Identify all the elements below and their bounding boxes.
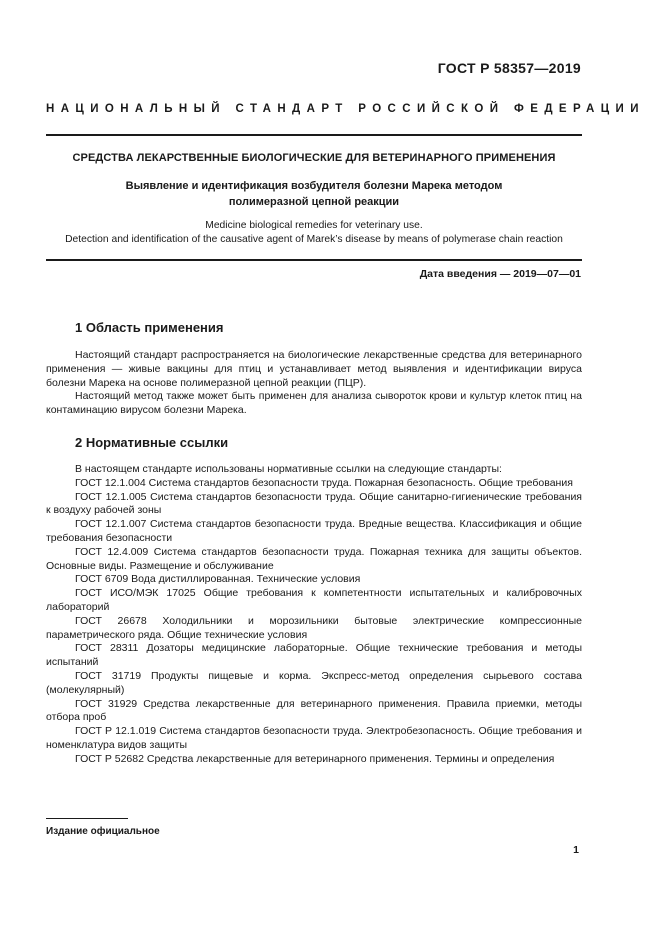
reference-item: ГОСТ 12.1.004 Система стандартов безопасности труда. Пожарная безопасность. Общие требования bbox=[75, 476, 573, 489]
official-edition-label: Издание официальное bbox=[46, 826, 160, 837]
subtitle-line: Выявление и идентификация возбудителя болезни Марека методом bbox=[125, 180, 503, 192]
paragraph: Настоящий стандарт распространяется на биологические лекарственные средства для ветеринарного применения — живые вакцины для птиц и устанавливает метод выявления и идентификации вируса болезни Марека на основе полимеразной цепной реакции (ПЦР). bbox=[46, 349, 582, 389]
reference-item: ГОСТ 12.1.007 Система стандартов безопасности труда. Вредные вещества. Классификация и общие требования безопасности bbox=[46, 518, 582, 544]
document-number: ГОСТ Р 58357—2019 bbox=[437, 60, 581, 76]
reference-item: ГОСТ Р 12.1.019 Система стандартов безопасности труда. Электробезопасность. Общие требования и номенклатура видов защиты bbox=[46, 725, 582, 751]
footer-divider bbox=[46, 818, 128, 819]
reference-item: ГОСТ 12.4.009 Система стандартов безопасности труда. Пожарная техника для защиты объектов. Основные виды. Размещение и обслуживание bbox=[46, 545, 582, 572]
english-title-line: Medicine biological remedies for veterinary use. bbox=[205, 220, 423, 231]
paragraph: Настоящий метод также может быть применен для анализа сывороток крови и культур клеток птиц на контаминацию вирусом болезни Марека. bbox=[46, 390, 582, 417]
section-heading: 1 Область применения bbox=[75, 320, 224, 335]
subtitle-line: полимеразной цепной реакции bbox=[228, 196, 400, 208]
english-title bbox=[46, 219, 582, 246]
reference-item: ГОСТ 28311 Дозаторы медицинские лабораторные. Общие технические требования и методы испытаний bbox=[46, 642, 582, 669]
reference-item: ГОСТ Р 52682 Средства лекарственные для ветеринарного применения. Термины и определения bbox=[75, 752, 555, 765]
paragraph: В настоящем стандарте использованы нормативные ссылки на следующие стандарты: bbox=[75, 463, 502, 475]
date-introduced: Дата введения — 2019—07—01 bbox=[419, 268, 581, 280]
reference-item: ГОСТ 31929 Средства лекарственные для ветеринарного применения. Правила приемки, методы отбора проб bbox=[46, 697, 582, 724]
national-standard-heading: НАЦИОНАЛЬНЫЙ СТАНДАРТ РОССИЙСКОЙ ФЕДЕРАЦИИ bbox=[46, 103, 645, 115]
header-divider bbox=[46, 134, 582, 136]
references-list bbox=[46, 463, 582, 767]
english-title-line: Detection and identification of the causative agent of Marek’s disease by means of polymerase chain reaction bbox=[65, 233, 563, 245]
document-title: СРЕДСТВА ЛЕКАРСТВЕННЫЕ БИОЛОГИЧЕСКИЕ ДЛЯ ВЕТЕРИНАРНОГО ПРИМЕНЕНИЯ bbox=[72, 152, 556, 164]
reference-item: ГОСТ 6709 Вода дистиллированная. Технические условия bbox=[75, 573, 361, 586]
document-subtitle bbox=[46, 178, 582, 210]
title-divider bbox=[46, 259, 582, 261]
reference-item: ГОСТ 26678 Холодильники и морозильники бытовые электрические компрессионные параметрического ряда. Общие технические условия bbox=[46, 614, 582, 641]
reference-item: ГОСТ ИСО/МЭК 17025 Общие требования к компетентности испытательных и калибровочных лабораторий bbox=[46, 587, 582, 613]
reference-item: ГОСТ 31719 Продукты пищевые и корма. Экспресс-метод определения сырьевого состава (молекулярный) bbox=[46, 669, 582, 696]
page-number: 1 bbox=[573, 844, 579, 856]
section-body bbox=[46, 349, 582, 418]
reference-item: ГОСТ 12.1.005 Система стандартов безопасности труда. Общие санитарно-гигиенические требования к воздуху рабочей зоны bbox=[46, 490, 582, 517]
section-heading: 2 Нормативные ссылки bbox=[75, 435, 229, 450]
